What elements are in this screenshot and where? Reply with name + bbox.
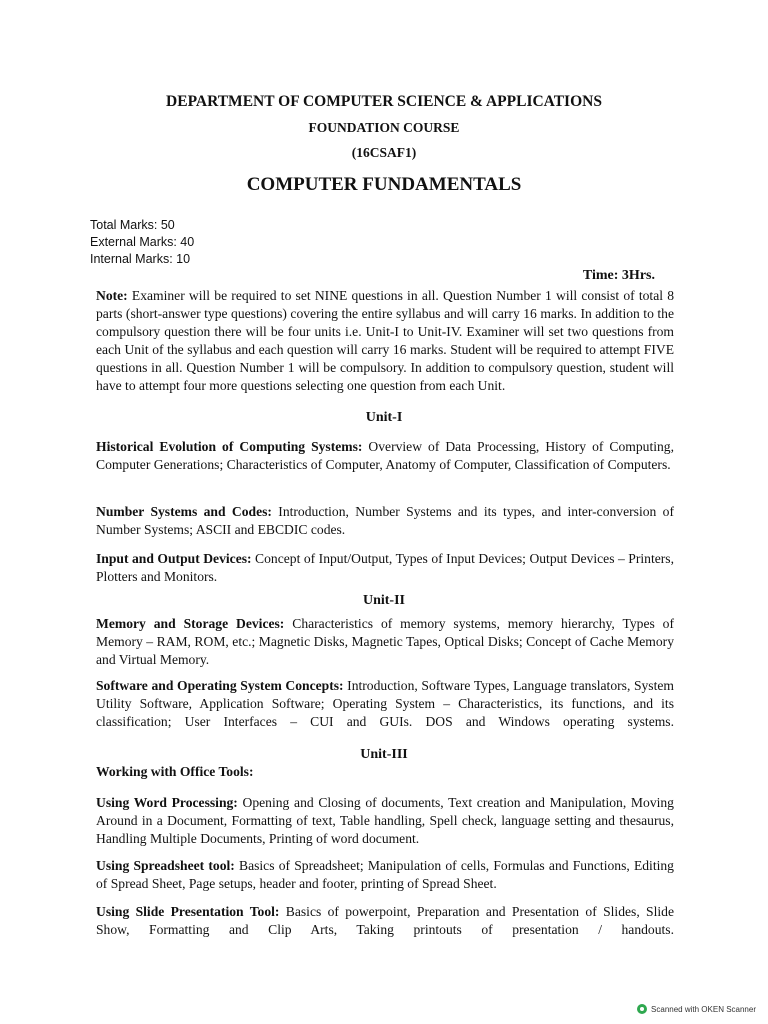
- section-text: Introduction, Number Systems and its types, and inter-conversion of Number Systems; ASCII and EBCDIC codes.: [96, 504, 674, 537]
- note-text: Examiner will be required to set NINE questions in all. Question Number 1 will consist of total 8 parts (short-answer type questions) covering the entire syllabus and will carry 16 marks. In addition to the compulsory question there will be four units i.e. Unit-I to Unit-IV. Examiner will set two questions from each Unit of the syllabus and each question will carry 16 marks. Student will be required to attempt FIVE questions in all. Question Number 1 will be compulsory. In addition to compulsory question, student will have to attempt four more questions selecting one question from each Unit.: [96, 288, 674, 393]
- exam-note: [96, 287, 674, 395]
- section-text: Basics of powerpoint, Preparation and Presentation of Slides, Slide Show, Formatting and Clip Arts, Taking printouts of presentation / handouts.: [96, 904, 674, 937]
- section-software-os: [96, 677, 674, 731]
- section-text: Opening and Closing of documents, Text creation and Manipulation, Moving Around in a Document, Formatting of text, Table handling, Spell check, language setting and thesaurus, Handling Multiple Documents, Printing of word document.: [96, 795, 674, 846]
- section-text: Introduction, Software Types, Language translators, System Utility Software, Application Software; Operating System – Characteristics, its functions, and its classification; User Interfaces – CUI and GUIs. DOS and Windows operating systems.: [96, 678, 674, 729]
- section-title: Using Spreadsheet tool:: [96, 858, 235, 873]
- section-text: Basics of Spreadsheet; Manipulation of cells, Formulas and Functions, Editing of Spread Sheet, Page setups, header and footer, printing of Spread Sheet.: [96, 858, 674, 891]
- section-word-processing: [96, 794, 674, 848]
- office-tools-heading: Working with Office Tools:: [96, 764, 254, 779]
- note-label: Note:: [96, 288, 128, 303]
- department-heading: DEPARTMENT OF COMPUTER SCIENCE & APPLICATIONS: [166, 93, 602, 110]
- section-title: Using Slide Presentation Tool:: [96, 904, 280, 919]
- unit-2-heading: Unit-II: [362, 593, 405, 608]
- scanner-text: Scanned with OKEN Scanner: [651, 1004, 756, 1014]
- scanner-logo-icon: [637, 1004, 647, 1014]
- section-title: Historical Evolution of Computing Systems:: [96, 439, 363, 454]
- section-text: Overview of Data Processing, History of Computing, Computer Generations; Characteristics of Computer, Anatomy of Computer, Classification of Computers.: [96, 439, 674, 472]
- course-code: (16CSAF1): [351, 145, 417, 160]
- section-title: Memory and Storage Devices:: [96, 616, 285, 631]
- subject-title: COMPUTER FUNDAMENTALS: [246, 174, 522, 195]
- scanner-watermark: [637, 1004, 756, 1014]
- section-text: Characteristics of memory systems, memory hierarchy, Types of Memory – RAM, ROM, etc.; Magnetic Disks, Magnetic Tapes, Optical Disks; Concept of Cache Memory and Virtual Memory.: [96, 616, 675, 667]
- section-title: Software and Operating System Concepts:: [96, 678, 344, 693]
- course-heading: FOUNDATION COURSE: [308, 120, 460, 135]
- section-title: Number Systems and Codes:: [96, 504, 272, 519]
- section-io-devices: [96, 550, 674, 586]
- section-title: Input and Output Devices:: [96, 551, 252, 566]
- section-historical-evolution: [96, 438, 674, 474]
- internal-marks: Internal Marks: 10: [90, 252, 191, 266]
- external-marks: External Marks: 40: [90, 235, 195, 249]
- section-slide-presentation: [96, 903, 674, 939]
- section-spreadsheet: [96, 857, 674, 893]
- unit-3-heading: Unit-III: [360, 747, 408, 762]
- section-memory-storage: [96, 615, 674, 669]
- exam-time: Time: 3Hrs.: [582, 268, 655, 283]
- section-text: Concept of Input/Output, Types of Input Devices; Output Devices – Printers, Plotters and Monitors.: [96, 551, 674, 584]
- section-number-systems: [96, 503, 674, 539]
- section-title: Using Word Processing:: [96, 795, 238, 810]
- unit-1-heading: Unit-I: [365, 410, 403, 425]
- total-marks: Total Marks: 50: [90, 218, 175, 232]
